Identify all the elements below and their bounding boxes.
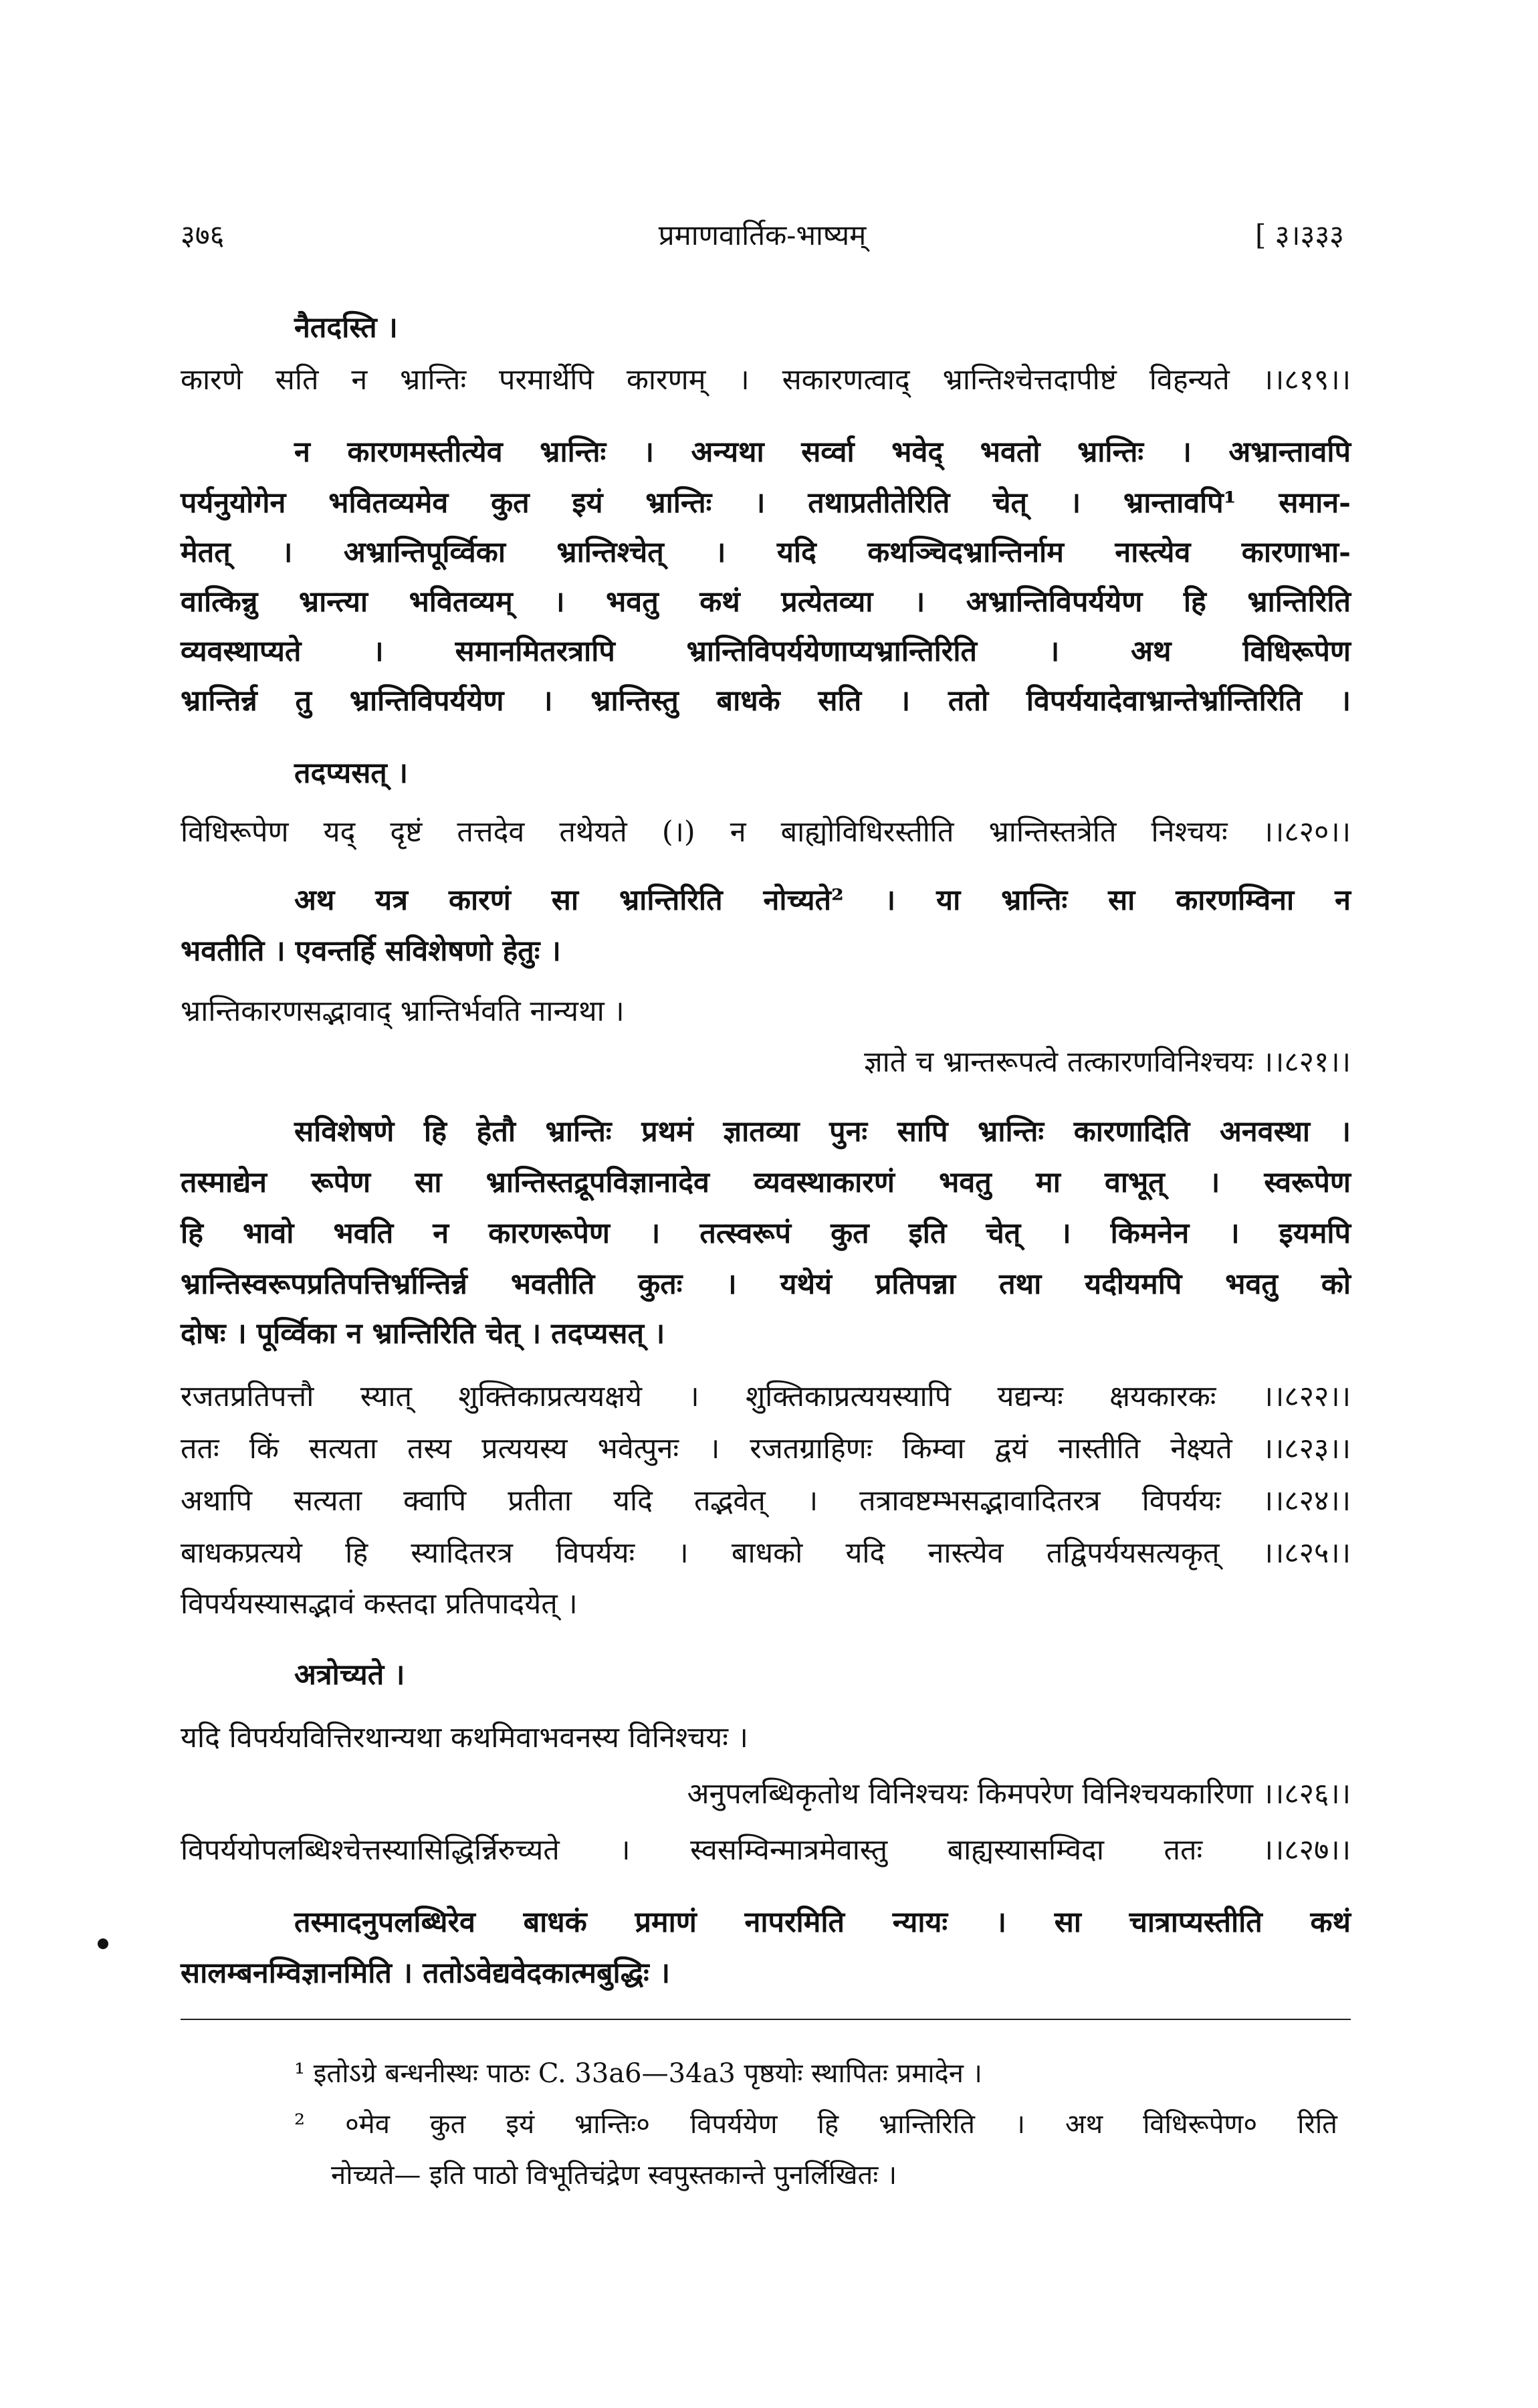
footnote: ² ०मेव कुत इयं भ्रान्तिः० विपर्ययेण हि भ्रान्तिरिति । अथ विधिरूपेण० रिति bbox=[294, 2109, 1337, 2140]
commentary-line: मेतत् । अभ्रान्तिपूर्व्विका भ्रान्तिश्चेत् । यदि कथञ्चिदभ्रान्तिर्नाम नास्त्येव कारणाभा- bbox=[181, 536, 1351, 569]
commentary-line: भ्रान्तिर्न्न तु भ्रान्तिविपर्ययेण । भ्रान्तिस्तु बाधके सति । ततो विपर्ययादेवाभ्रान्तेर्भ्रान्तिरिति । bbox=[181, 684, 1351, 718]
commentary-line: तदप्यसत् । bbox=[294, 757, 409, 790]
commentary-line: पर्यनुयोगेन भवितव्यमेव कुत इयं भ्रान्तिः । तथाप्रतीतेरिति चेत् । भ्रान्तावपि¹ समान- bbox=[181, 486, 1351, 520]
commentary-line: हि भावो भवति न कारणरूपेण । तत्स्वरूपं कुत इति चेत् । किमनेन । इयमपि bbox=[181, 1217, 1351, 1250]
verse-line: रजतप्रतिपत्तौ स्यात् शुक्तिकाप्रत्ययक्षये । शुक्तिकाप्रत्ययस्यापि यद्यन्यः क्षयकारकः ।।८२२।। bbox=[181, 1380, 1351, 1413]
page-number: ३७६ bbox=[181, 219, 225, 252]
commentary-line: सालम्बनम्विज्ञानमिति । ततोऽवेद्यवेदकात्मबुद्धिः । bbox=[181, 1956, 671, 1990]
verse-line: विपर्ययस्यासद्भावं कस्तदा प्रतिपादयेत् । bbox=[181, 1587, 578, 1621]
footnote: नोच्यते— इति पाठो विभूतिचंद्रेण स्वपुस्तकान्ते पुनर्लिखितः । bbox=[331, 2160, 897, 2191]
verse-line: यदि विपर्ययवित्तिरथान्यथा कथमिवाभवनस्य विनिश्चयः । bbox=[181, 1721, 748, 1754]
verse-line: कारणे सति न भ्रान्तिः परमार्थेपि कारणम् । सकारणत्वाद् भ्रान्तिश्चेत्तदापीष्टं विहन्यते ।।८१९।। bbox=[181, 363, 1351, 397]
verse-line: अथापि सत्यता क्वापि प्रतीता यदि तद्भवेत् । तत्रावष्टम्भसद्भावादितरत्र विपर्ययः ।।८२४।। bbox=[181, 1484, 1351, 1518]
commentary-line: दोषः । पूर्व्विका न भ्रान्तिरिति चेत् । तदप्यसत् । bbox=[181, 1317, 665, 1350]
commentary-line: वात्किन्नु भ्रान्त्या भवितव्यम् । भवतु कथं प्रत्येतव्या । अभ्रान्तिविपर्ययेण हि भ्रान्तिरिति bbox=[181, 585, 1351, 619]
verse-line: भ्रान्तिकारणसद्भावाद् भ्रान्तिर्भवति नान्यथा । bbox=[181, 995, 625, 1028]
commentary-line: भ्रान्तिस्वरूपप्रतिपत्तिर्भ्रान्तिर्न्न भवतीति कुतः । यथेयं प्रतिपन्ना तथा यदीयमपि भवतु को bbox=[181, 1268, 1351, 1301]
commentary-line: तस्माद्येन रूपेण सा भ्रान्तिस्तद्रूपविज्ञानादेव व्यवस्थाकारणं भवतु मा वाभूत् । स्वरूपेण bbox=[181, 1166, 1351, 1199]
commentary-line: भवतीति । एवन्तर्हि सविशेषणो हेतुः । bbox=[181, 934, 561, 968]
footnote: ¹ इतोऽग्रे बन्धनीस्थः पाठः C. 33a6—34a3 पृष्ठयोः स्थापितः प्रमादेन । bbox=[294, 2058, 982, 2089]
commentary-line: तस्मादनुपलब्धिरेव बाधकं प्रमाणं नापरमिति न्यायः । सा चात्राप्यस्तीति कथं bbox=[294, 1906, 1351, 1939]
verse-line: विधिरूपेण यद् दृष्टं तत्तदेव तथेयते (।) न बाह्योविधिरस्तीति भ्रान्तिस्तत्रेति निश्चयः ।।८२०।। bbox=[181, 815, 1351, 849]
running-header bbox=[181, 215, 1344, 262]
margin-mark bbox=[98, 1938, 108, 1949]
verse-line: ततः किं सत्यता तस्य प्रत्ययस्य भवेत्पुनः । रजतग्राहिणः किम्वा द्वयं नास्तीति नेक्ष्यते ।।८२३।। bbox=[181, 1432, 1351, 1466]
commentary-line: अथ यत्र कारणं सा भ्रान्तिरिति नोच्यते² । या भ्रान्तिः सा कारणम्विना न bbox=[294, 884, 1351, 917]
verse-line: बाधकप्रत्यये हि स्यादितरत्र विपर्ययः । बाधको यदि नास्त्येव तद्विपर्ययसत्यकृत् ।।८२५।। bbox=[181, 1536, 1351, 1570]
commentary-line: नैतदस्ति । bbox=[294, 311, 398, 344]
commentary-line: व्यवस्थाप्यते । समानमितरत्रापि भ्रान्तिविपर्ययेणाप्यभ्रान्तिरिति । अथ विधिरूपेण bbox=[181, 635, 1351, 668]
commentary-line: अत्रोच्यते । bbox=[294, 1658, 405, 1692]
running-title: प्रमाणवार्तिक-भाष्यम् bbox=[658, 219, 867, 252]
verse-line: विपर्ययोपलब्धिश्चेत्तस्यासिद्धिर्न्निरुच्यते । स्वसम्विन्मात्रमेवास्तु बाह्यस्यासम्विदा ततः ।।८२७।। bbox=[181, 1833, 1351, 1867]
section-reference: [ ३।३३३ bbox=[1254, 219, 1344, 252]
verse-line: अनुपलब्धिकृतोथ विनिश्चयः किमपरेण विनिश्चयकारिणा ।।८२६।। bbox=[687, 1777, 1351, 1811]
footnote-divider bbox=[181, 2019, 1351, 2020]
commentary-line: न कारणमस्तीत्येव भ्रान्तिः । अन्यथा सर्व्वा भवेद् भवतो भ्रान्तिः । अभ्रान्तावपि bbox=[294, 435, 1351, 469]
commentary-line: सविशेषणे हि हेतौ भ्रान्तिः प्रथमं ज्ञातव्या पुनः सापि भ्रान्तिः कारणादिति अनवस्था । bbox=[294, 1115, 1351, 1148]
verse-line: ज्ञाते च भ्रान्तरूपत्वे तत्कारणविनिश्चयः ।।८२१।। bbox=[864, 1045, 1351, 1079]
